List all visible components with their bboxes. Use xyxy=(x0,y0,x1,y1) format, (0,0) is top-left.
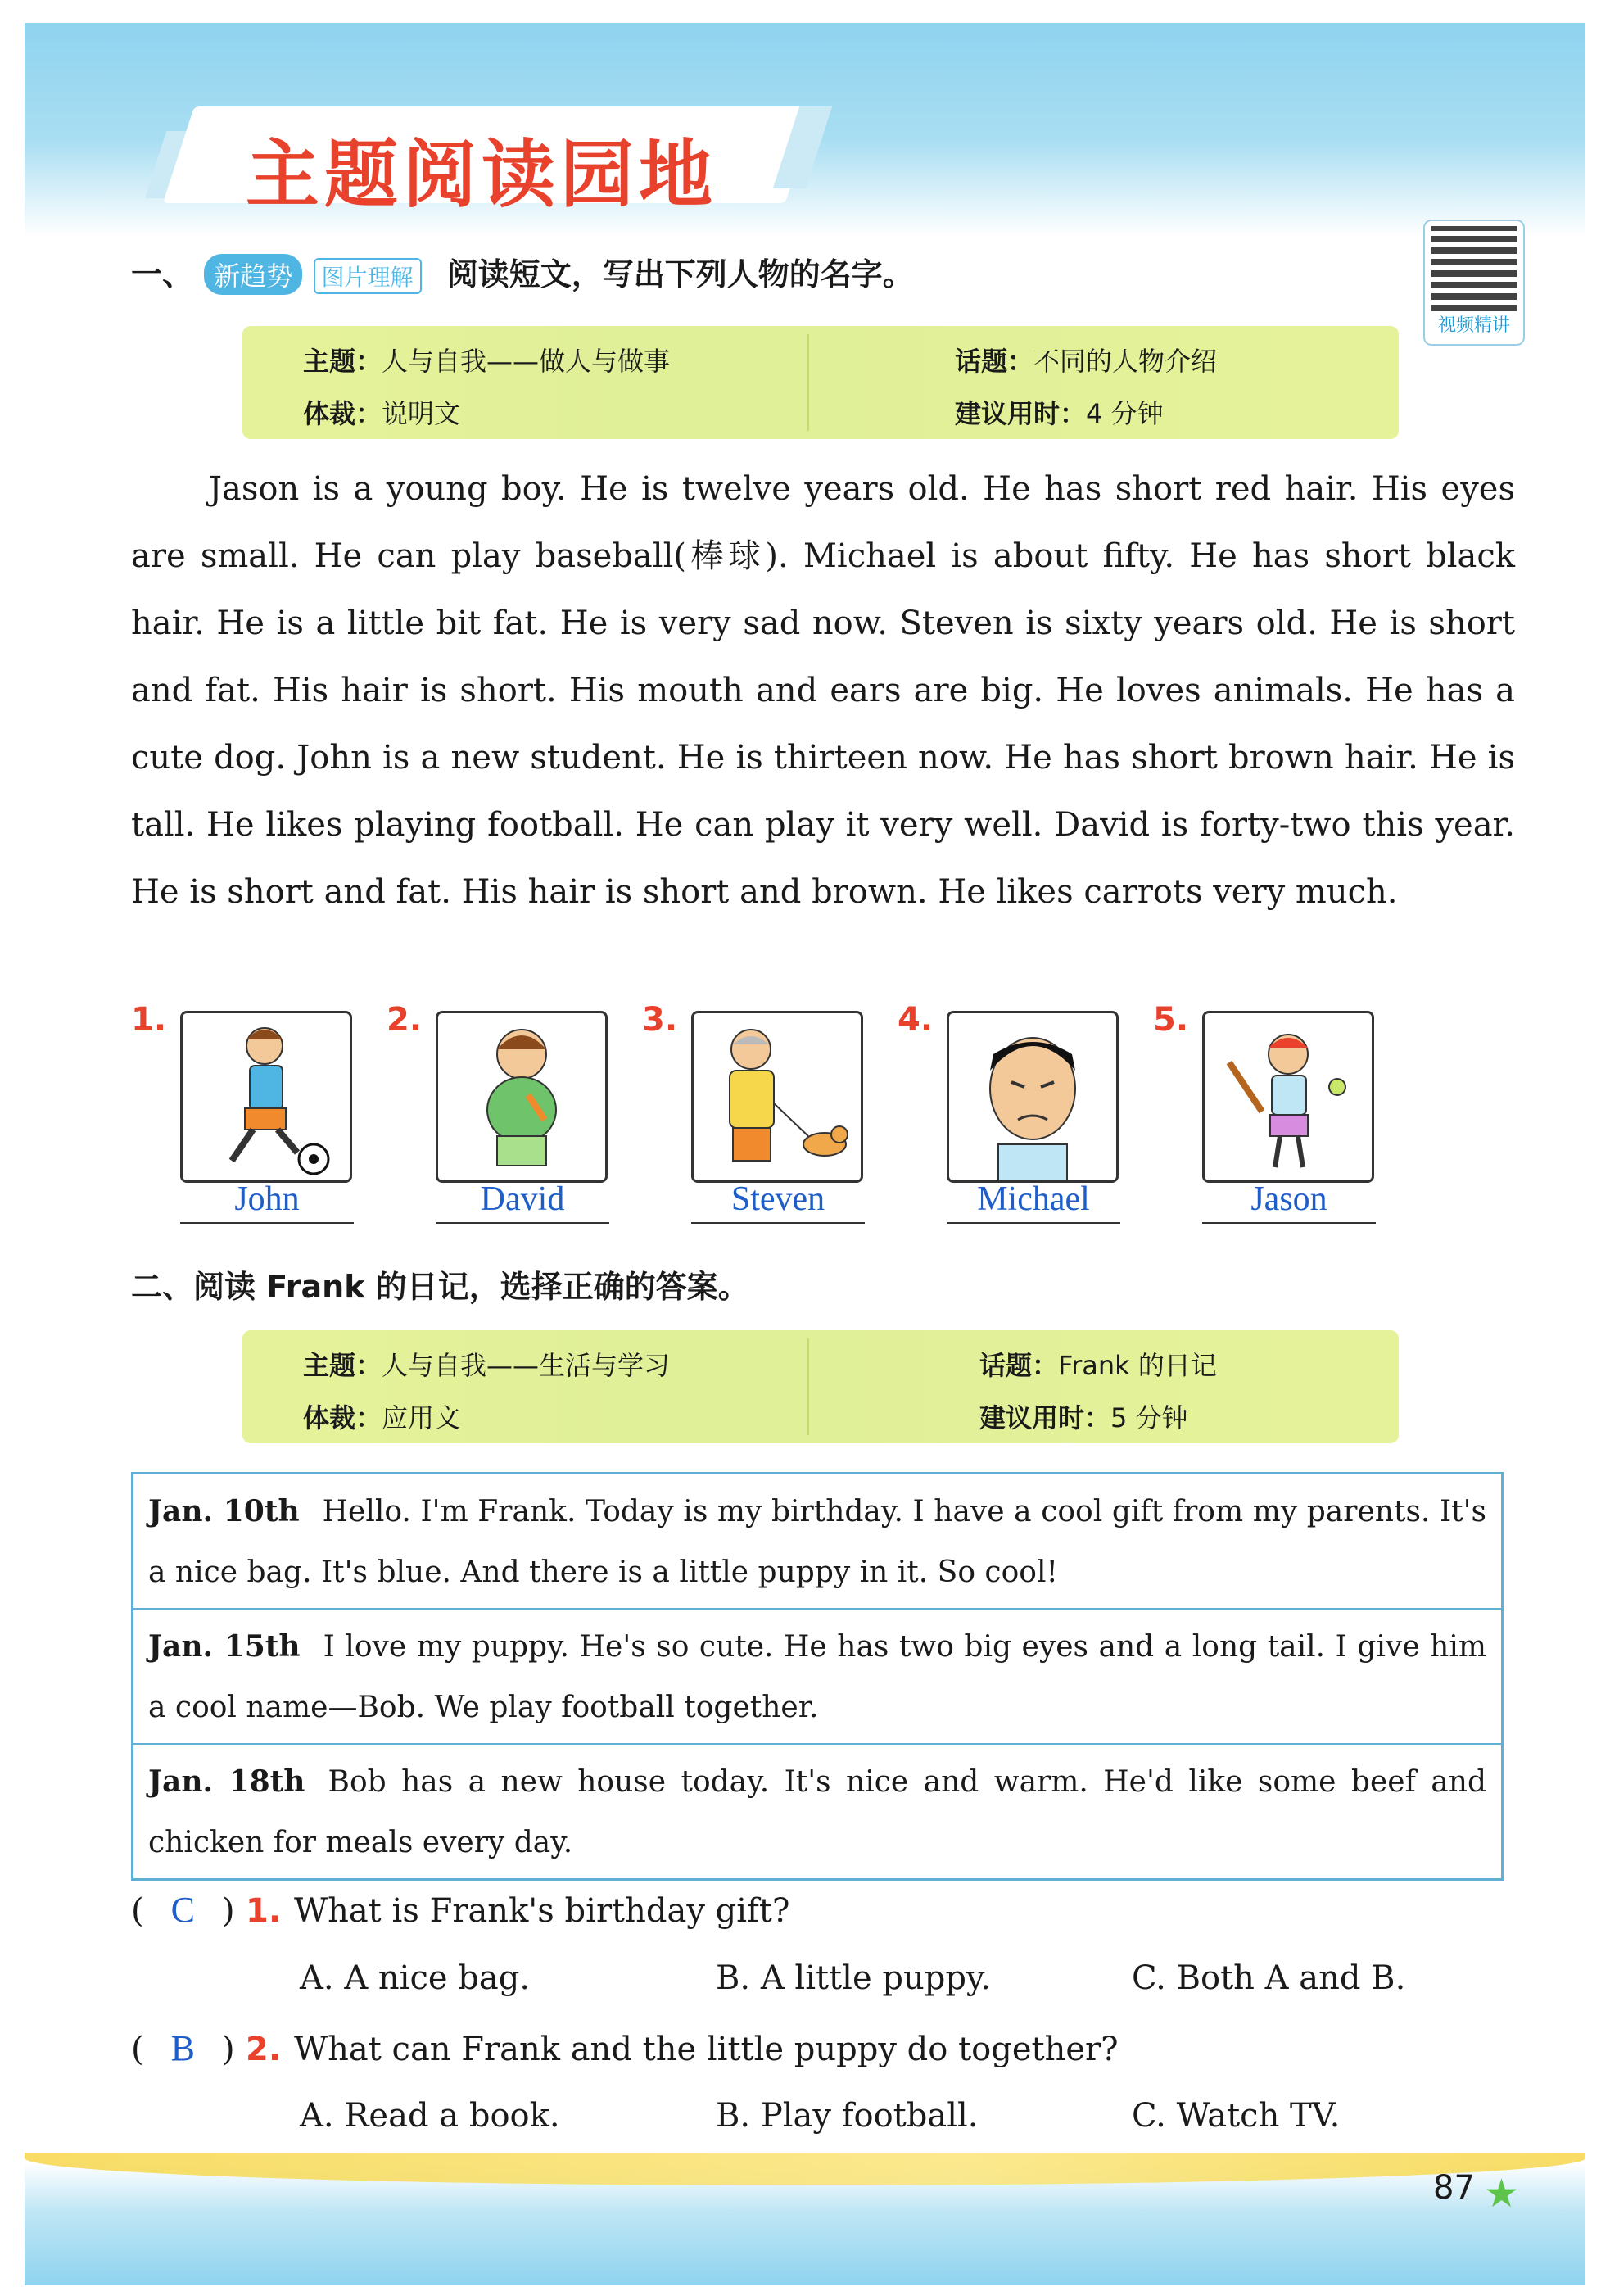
qr-label: 视频精讲 xyxy=(1437,315,1510,336)
section1-heading xyxy=(131,249,914,295)
info-topic: 话题：Frank 的日记 xyxy=(979,1350,1217,1381)
section2-number: 二、 xyxy=(131,1269,194,1305)
picture-number: 4. xyxy=(898,1001,934,1039)
picture-row xyxy=(131,1001,1523,1239)
diary-text: I love my puppy. He's so cute. He has two big eyes and a long tail. I give him a cool name—Bob. We play football together. xyxy=(148,1630,1486,1724)
question-number: 2. xyxy=(246,2031,282,2068)
question-1-options xyxy=(300,1959,1548,1997)
diary-date: Jan. 10th xyxy=(148,1494,300,1528)
question-1 xyxy=(131,1889,789,1931)
option-a[interactable]: A. A nice bag. xyxy=(300,1959,531,1997)
answer-steven[interactable]: Steven xyxy=(691,1176,865,1224)
reading-passage xyxy=(131,455,1515,926)
question-text: What is Frank's birthday gift? xyxy=(294,1892,790,1930)
picture-number: 1. xyxy=(131,1001,167,1039)
section2-info-box xyxy=(242,1330,1399,1443)
man-carrot-icon xyxy=(436,1011,608,1183)
section1-title: 阅读短文，写出下列人物的名字。 xyxy=(446,256,914,292)
diary-entry xyxy=(133,1608,1501,1743)
info-divider xyxy=(807,334,809,431)
info-theme: 主题：人与自我——做人与做事 xyxy=(303,346,671,377)
diary-date: Jan. 18th xyxy=(148,1764,305,1799)
question-number: 1. xyxy=(246,1892,282,1930)
section2-title: 阅读 Frank 的日记，选择正确的答案。 xyxy=(193,1269,749,1305)
section2-heading xyxy=(131,1261,749,1307)
answer-slot[interactable]: ( B ) xyxy=(131,2028,235,2068)
boy-football-icon xyxy=(180,1011,352,1183)
answer-slot[interactable]: ( C ) xyxy=(131,1890,235,1930)
answer-jason[interactable]: Jason xyxy=(1202,1176,1376,1224)
picture-tag: 图片理解 xyxy=(314,258,422,294)
picture-item xyxy=(131,1001,344,1230)
answer-david[interactable]: David xyxy=(436,1176,609,1224)
answer-michael[interactable]: Michael xyxy=(947,1176,1120,1224)
question-2-options xyxy=(300,2097,1548,2135)
qr-code-icon xyxy=(1431,226,1517,311)
passage-text: Jason is a young boy. He is twelve years old. He has short red hair. His eyes are small. He can play baseball(棒球). Michael is about fifty. He has short black hair. He is a little bit fat. He is very sad now. Steven is sixty years old. He is short and fat. His hair is short. His mouth and ears are big. He loves animals. He has a cute dog. John is a new student. He is thirteen now. He has short brown hair. He is tall. He likes playing football. He can play it very well. David is forty-two this year. He is short and fat. His hair is short and brown. He likes carrots very much. xyxy=(131,470,1515,911)
answer-john[interactable]: John xyxy=(180,1176,354,1224)
question-2 xyxy=(131,2027,1119,2069)
picture-number: 2. xyxy=(387,1001,423,1039)
section1-info-box xyxy=(242,326,1399,439)
question-text: What can Frank and the little puppy do together? xyxy=(294,2031,1119,2068)
option-b[interactable]: B. Play football. xyxy=(716,2097,979,2135)
option-b[interactable]: B. A little puppy. xyxy=(716,1959,991,1997)
option-c[interactable]: C. Both A and B. xyxy=(1132,1959,1406,1997)
section1-number: 一、 xyxy=(131,256,194,292)
info-time: 建议用时：5 分钟 xyxy=(979,1402,1188,1433)
option-c[interactable]: C. Watch TV. xyxy=(1132,2097,1341,2135)
diary-entry xyxy=(133,1474,1501,1608)
diary-table xyxy=(131,1472,1504,1881)
answer-value[interactable]: C xyxy=(170,1890,195,1930)
picture-item xyxy=(1153,1001,1366,1230)
info-time: 建议用时：4 分钟 xyxy=(955,398,1164,429)
old-man-dog-icon xyxy=(691,1011,863,1183)
picture-number: 3. xyxy=(642,1001,678,1039)
diary-text: Bob has a new house today. It's nice and warm. He'd like some beef and chicken for meals every day. xyxy=(148,1765,1486,1859)
picture-number: 5. xyxy=(1153,1001,1189,1039)
picture-item xyxy=(387,1001,599,1230)
qr-code[interactable] xyxy=(1423,220,1525,346)
info-genre: 体裁：应用文 xyxy=(303,1402,461,1433)
sad-man-icon xyxy=(947,1011,1119,1183)
info-topic: 话题：不同的人物介绍 xyxy=(955,346,1218,377)
diary-entry xyxy=(133,1743,1501,1878)
trend-tag: 新趋势 xyxy=(204,254,302,295)
diary-date: Jan. 15th xyxy=(148,1629,301,1664)
page-number: 87 xyxy=(1433,2169,1475,2207)
boy-baseball-icon xyxy=(1202,1011,1374,1183)
info-divider xyxy=(807,1338,809,1435)
picture-item xyxy=(642,1001,855,1230)
option-a[interactable]: A. Read a book. xyxy=(300,2097,560,2135)
answer-value[interactable]: B xyxy=(170,2028,195,2068)
diary-text: Hello. I'm Frank. Today is my birthday. I have a cool gift from my parents. It's a nice bag. It's blue. And there is a little puppy in it. So cool! xyxy=(148,1495,1487,1589)
info-theme: 主题：人与自我——生活与学习 xyxy=(303,1350,671,1381)
info-genre: 体裁：说明文 xyxy=(303,398,461,429)
star-icon: ★ xyxy=(1484,2171,1520,2217)
picture-item xyxy=(898,1001,1110,1230)
page-title: 主题阅读园地 xyxy=(246,132,717,218)
passage-indent xyxy=(131,470,209,508)
